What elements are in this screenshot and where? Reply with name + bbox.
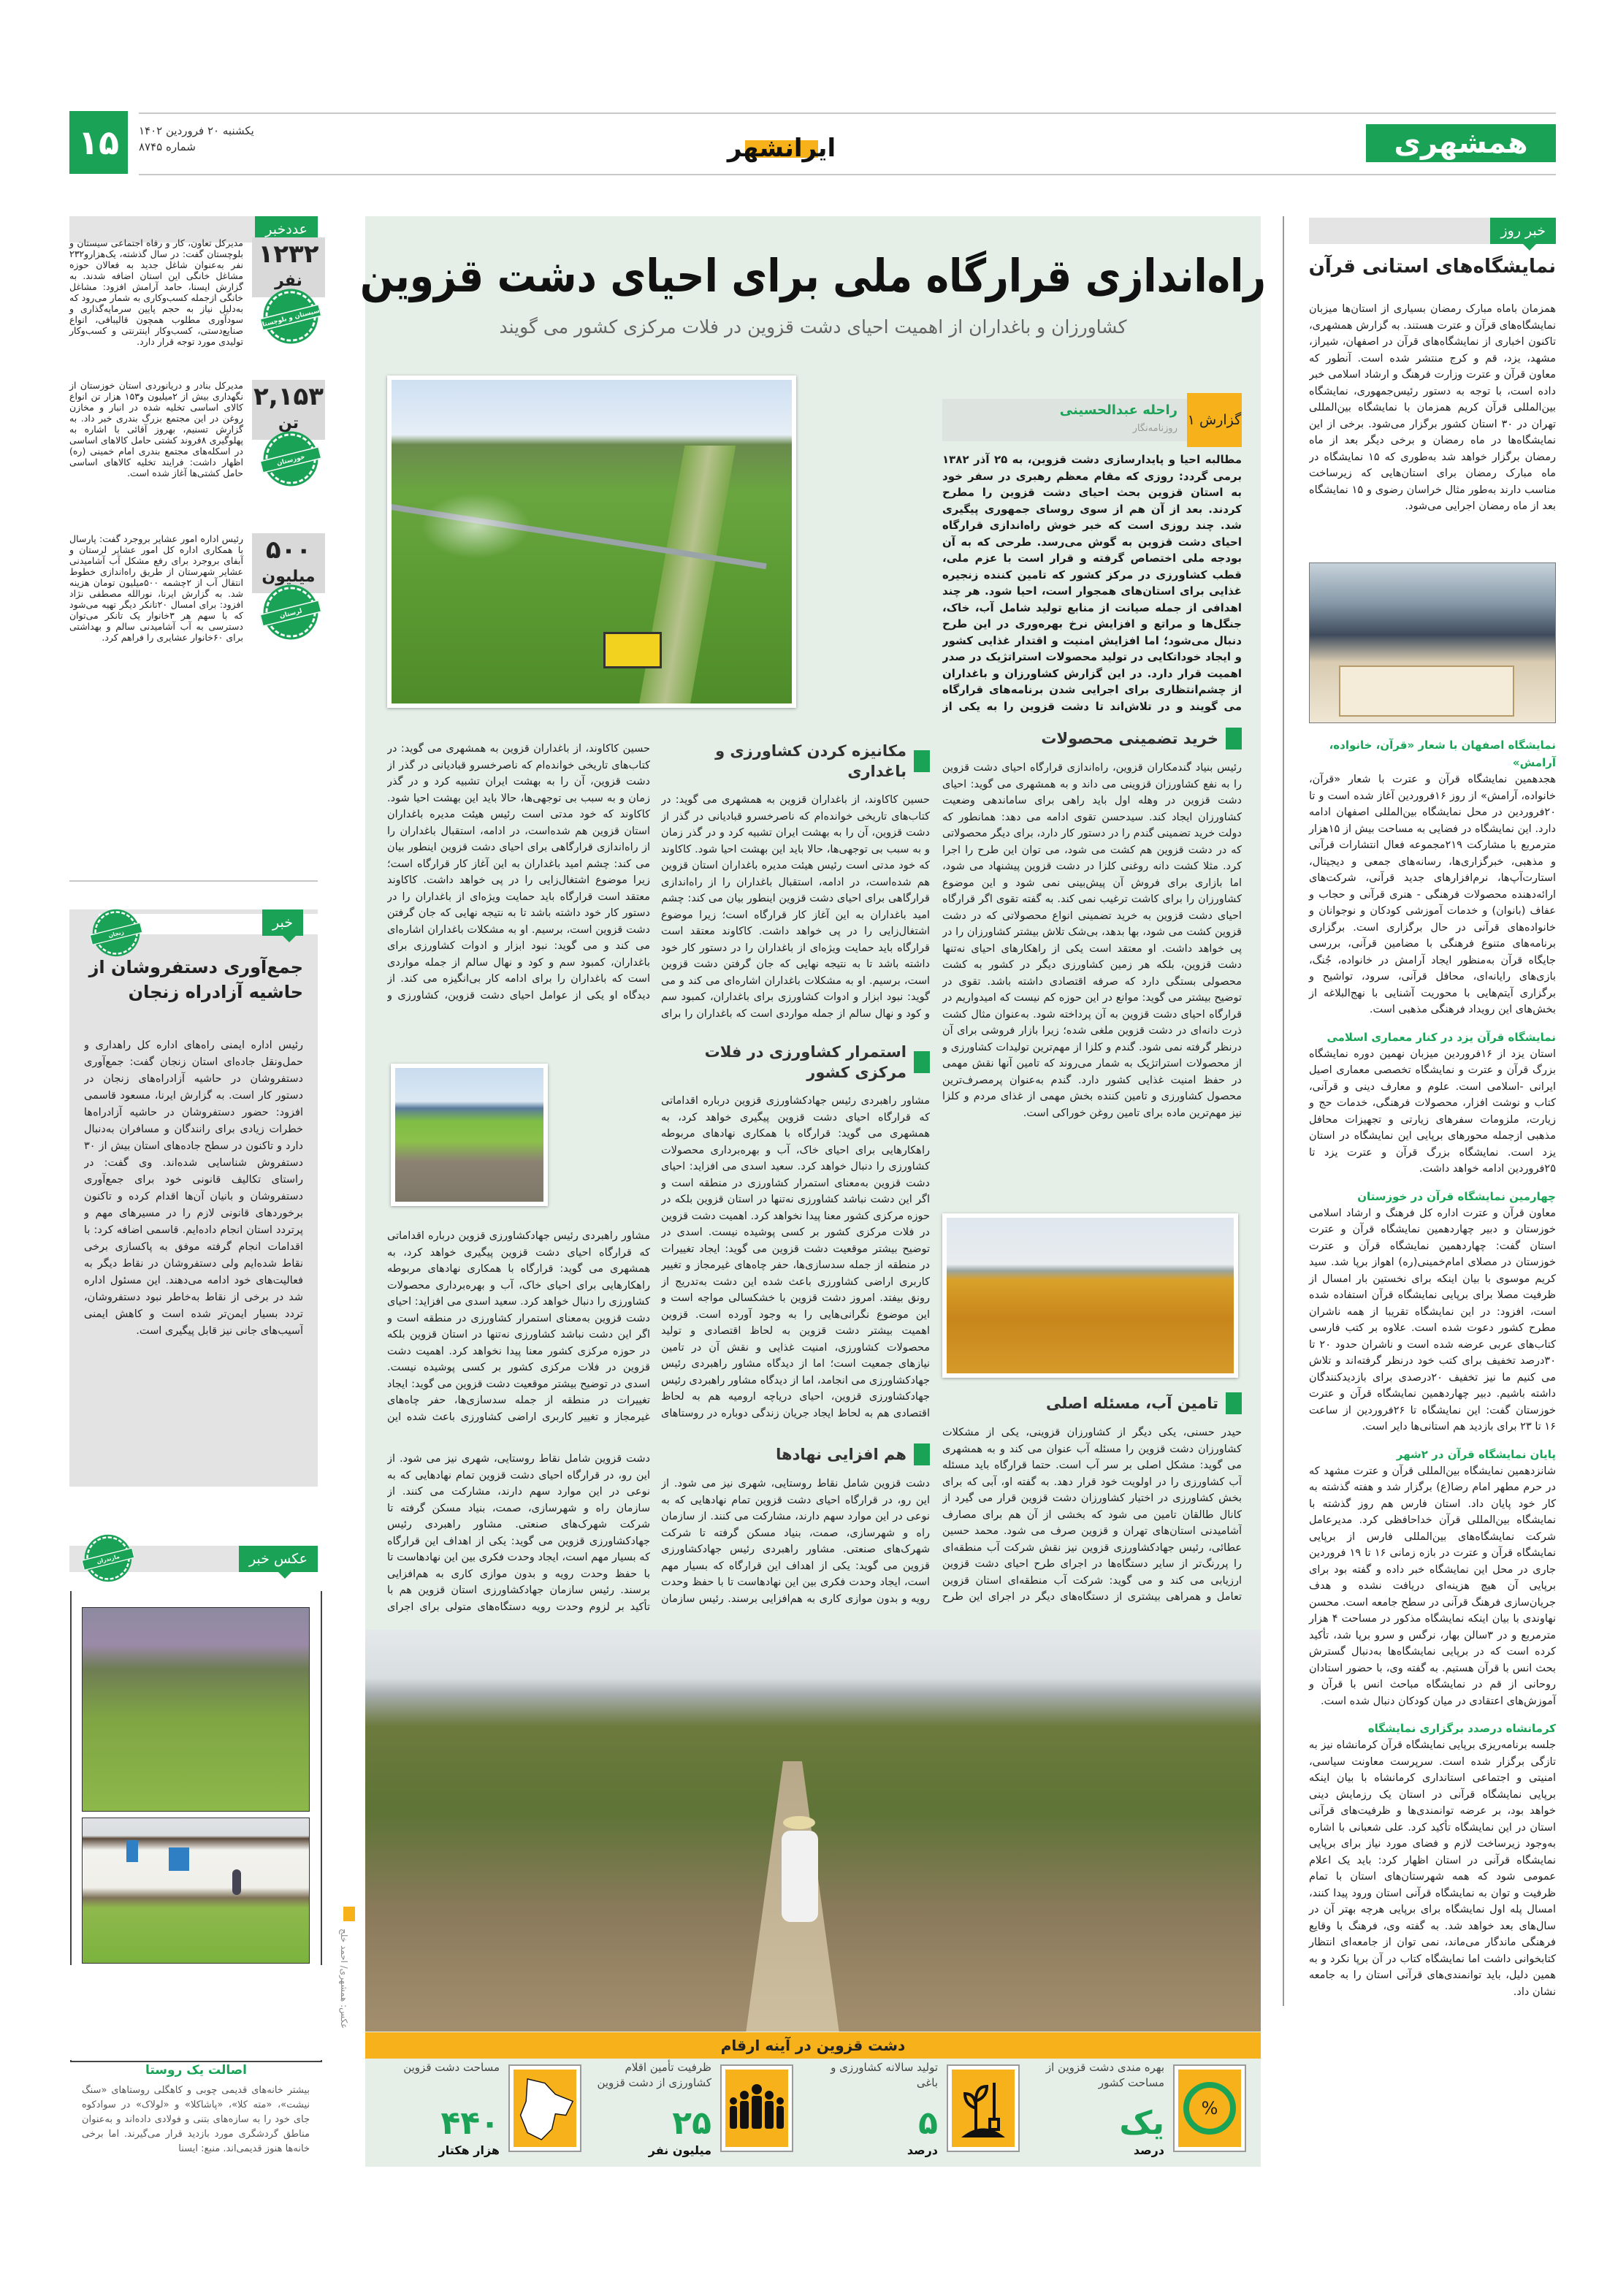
- brief-text: مدیرکل بنادر و دریانوردی استان خوزستان از نگهداری بیش از ۲میلیون و۱۵۳ هزار تن انواع کالای اساسی تخلیه شده در انبار و مخازن روغن در این مجتمع بزرگ بندری خبر داد. به گزارش تسنیم، بهروز آقائی با اشاره به پهلوگیری ۸فروند کشتی حامل کالاهای اساسی در اسکله‌های مجتمع بندری امام خمینی (ره) اظهار داشت: فرایند تخلیه کالاهای اساسی حامل کشتی‌ها آغاز شده است.: [69, 380, 243, 478]
- farmer-hat: [783, 1816, 815, 1829]
- news-section-title: پایان نمایشگاه قرآن در ۲شهر: [1396, 1447, 1556, 1461]
- news-section: [1309, 1720, 1556, 2000]
- province-stamp: سیستان و بلوچستان: [265, 291, 316, 341]
- province-stamp: لرستان: [265, 587, 316, 637]
- news-body: رئیس اداره ایمنی راه‌های اداره کل راهداری و حمل‌ونقل جاده‌ای استان زنجان گفت: جمع‌آوری دستفروشان در حاشیه آزادراه‌های زنجان در دستور کار است. به گزارش ایرنا، مسعود قاسمی افزود: حضور دستفروشان در حاشیه آزادراه‌ها خطرات زیادی برای رانندگان و مسافران به‌دنبال دارد و تاکنون در سطح جاده‌های استان بیش از ۳۰ دستفروش شناسایی شده‌اند. وی گفت: در راستای تکالیف قانونی خود برای جمع‌آوری دستفروشان و بانیان آن‌ها اقدام کرده و تاکنون برخوردهای قانونی لازم را در مسیرهای مهم و پرتردد استان انجام داده‌ایم. قاسمی اضافه کرد: با اقدامات انجام گرفته موفق به پاکسازی برخی نقاط شده‌ایم ولی دستفروشان در نقاط دیگر به فعالیت‌های خود ادامه می‌دهند. این مسئول اداره شد در برخی از نقاط به‌خاطر نبود دستفروشان، تردد بسیار ایمن‌تر شده است و کاهش ایمنی آسیب‌های جانی نیز قابل پیگیری است.: [84, 1040, 303, 1337]
- village-photo-1[interactable]: [82, 1607, 310, 1812]
- open-quran: [1339, 665, 1514, 717]
- news-section-title: نمایشگاه اصفهان با شعار «قرآن، خانواده، آرامش»: [1329, 739, 1556, 769]
- stat-label: بهره مندی دشت قزوین از مساحت کشور: [1045, 2061, 1164, 2089]
- section-synergy: [661, 1443, 930, 1607]
- stat-value: ۲۵: [672, 2105, 711, 2142]
- news-title: جمع‌آوری دستفروشان از حاشیه آزادراه زنجان: [88, 957, 303, 1002]
- section-text-continued: مشاور راهبردی رئیس جهادکشاورزی قزوین درباره اقداماتی که قرارگاه احیای دشت قزوین پیگیری خواهد کرد، به همشهری می گوید: قرارگاه با همکاری نهادهای مربوطه راهکارهایی برای احیای خاک، آب و بهره‌برداری محصولات کشاورزی را دنبال خواهد کرد. سعید اسدی می افزاید: احیای دشت قزوین به‌معنای استمرار کشاورزی در منطقه است و اگر این دشت نباشد کشاورزی نه‌تنها در استان قزوین بلکه در حوزه مرکزی کشور معنا پیدا نخواهد کرد. اهمیت دشت قزوین در فلات مرکزی کشور بر کسی پوشیده نیست. اسدی در توضیح بیشتر موقعیت دشت قزوین می گوید: ایجاد تغییرات در منطقه از جمله سدسازی‌ها، حفر چاه‌های غیرمجاز و تغییر کاربری اراضی کشاورزی باعث شده این: [387, 1230, 650, 1423]
- news-section-text: هجدهمین نمایشگاه قرآن و عترت با شعار «قرآن، خانواده، آرامش» از روز ۱۶فروردین آغاز شده است و تا ۲۰فروردین در محل نمایشگاه بین‌المللی اصفهان ادامه دارد. این نمایشگاه در فضایی به مساحت بیش از ۱۵هزار مترمربع با مشارکت ۲۱۹مجموعه فعال انتشارات قرآنی و مذهبی، خبرگزاری‌ها، رسانه‌های جمعی و دیجیتال، استارت‌آپ‌ها، نرم‌افزارهای جدید قرآنی، شرکت‌های ارائه‌دهنده محصولات فرهنگی - هنری قرآنی و حجاب و عفاف (بانوان) و خدمات آموزشی کودکان و نوجوانان و خانواده‌های قرآنی در حال برگزاری است. برگزاری برنامه‌های متنوع فرهنگی با مضامین قرآنی، بررسی جایگاه قرآن به‌منظور ایجاد آرامش در خانواده، جُنگ، بازی‌های رایانه‌ای، محافل قرآنی، سرود، تواشیح و برگزاری آیتم‌هایی با محوریت آشنایی با نهج‌البلاغه از بخش‌های این رویداد فرهنگی مذهبی است.: [1309, 774, 1556, 1015]
- issue-number: شماره ۸۷۴۵: [139, 140, 196, 153]
- photo-caption-title: اصالت یک روستا: [145, 2063, 248, 2078]
- section-water-supply: [942, 1392, 1242, 1606]
- stat-area-share: [1027, 2059, 1246, 2161]
- news-section: [1309, 736, 1556, 1018]
- byline-box: [942, 399, 1242, 441]
- irrigator-machine: [603, 632, 662, 668]
- plant-shovel-icon: [947, 2064, 1020, 2152]
- credit-marker: [343, 1907, 355, 1921]
- header-top-rule: [139, 112, 1556, 114]
- province-stamp: مازندران: [86, 1536, 130, 1580]
- divider: [69, 880, 318, 882]
- section-title: خرید تضمینی محصولات: [942, 728, 1242, 750]
- section-text: حسین کاکاوند، از باغداران قزوین به همشهری می گوید: در کتاب‌های تاریخی خوانده‌ام که ناصرخسرو قبادیانی در گذر از دشت قزوین، آن را به بهشت ایران تشبیه کرد و در گذر زمان و به سبب بی توجهی‌ها، حالا باید این بهشت احیا شود. کاکاوند که خود مدتی است رئیس هیئت مدیره باغداران استان قزوین هم شده‌است، در ادامه، استقبال باغداران را از راه‌اندازی قرارگاهی برای احیای دشت قزوین اینطور بیان می کند: چشم امید باغداران به این آغاز کار قرارگاه است؛ زیرا موضوع اشتغال‌زایی را در پی خواهد داشت. کاکاوند معتقد است قرارگاه باید حمایت ویژه‌ای از باغداران را در دستور کار خود داشته باشد تا به نتیجه نهایی که جان گرفتن دشت قزوین است، برسیم. او به مشکلات باغداران اشاره‌ای می کند و می گوید: نبود ابزار و ادوات کشاورزی برای باغداران، کمبود سم و کود و نهال سالم از جمله مواردی است که باغداران را برای: [661, 794, 930, 1020]
- section-text-continued: دشت قزوین شامل نقاط روستایی، شهری نیز می شود. از این رو، در قرارگاه احیای دشت قزوین تمام نهادهایی که به نوعی در این موارد سهم دارند، مشارکت می کنند. از سازمان راه و شهرسازی، صمت، بنیاد مسکن گرفته تا شرکت شهرک‌های صنعتی. مشاور راهبردی رئیس جهادکشاورزی قزوین می گوید: یکی از اهداف این قرارگاه که بسیار مهم است، ایجاد وحدت فکری بین این نهادهاست تا با حفظ وحدت رویه و بدون موازی کاری به هم‌افزایی برسند. رئیس سازمان جهادکشاورزی استان قزوین هم با تأکید بر لزوم وحدت رویه دستگاه‌های متولی برای اجرای: [387, 1453, 650, 1613]
- news-section: [1309, 1446, 1556, 1710]
- stat-supply-capacity: [574, 2059, 793, 2161]
- quran-exhibition-photo[interactable]: [1309, 562, 1556, 723]
- stat-unit: درصد: [1133, 2143, 1164, 2157]
- section-title: استمرار کشاورزی در فلات مرکزی کشور: [661, 1042, 930, 1083]
- day-news-title: نمایشگاه‌های استانی قرآن: [1308, 256, 1556, 278]
- window: [169, 1847, 189, 1871]
- percent-ring-icon: %: [1173, 2064, 1246, 2152]
- page-number: ۱۵: [69, 111, 128, 174]
- newspaper-logo[interactable]: همشهری: [1366, 124, 1556, 162]
- main-article: [359, 216, 1267, 2167]
- stat-plain-area: [370, 2059, 581, 2161]
- photo-credit: عکس: همشهری/ احمد خلج: [339, 1929, 349, 2029]
- pistachio-orchard-photo[interactable]: [365, 1630, 1261, 2032]
- brief-number-box: ۵۰۰ میلیون: [252, 533, 325, 593]
- section-guaranteed-purchase: [942, 728, 1242, 1187]
- numbers-tag: عددخبر: [255, 216, 318, 243]
- stat-label: تولید سالانه کشاورزی و باغی: [831, 2061, 938, 2089]
- day-news-intro: همزمان باماه مبارک رمضان بسیاری از استان‌ها میزبان نمایشگاه‌های قرآن و عترت هستند. به گزارش همشهری، تاکنون اخباری از نمایشگاه‌های قرآن در اصفهان، شیراز، مشهد، یزد، قم و کرج منتشر شده است. آنطور که معاون قرآن و عترت وزارت فرهنگ و ارشاد اسلامی خبر داده است، با توجه به دستور رئیس‌جمهوری، نمایشگاه بین‌المللی قرآن کریم همزمان با نمایشگاه بین‌المللی تهران در ۳۰ استان کشور برگزار می‌شود. برخی از این نمایشگاه‌ها در ماه رمضان و برخی دیگر بعد از ماه رمضان برگزار خواهد شد به‌طوری که ۱۵ نمایشگاه در ماه مبارک رمضان برای استان‌هایی که زیرساخت مناسب دارند به‌طور مثال خراسان رضوی و ۱۵ نمایشگاه بعد از ماه رمضان اجرایی می‌شود.: [1309, 303, 1556, 512]
- infographic-stats: [365, 2059, 1261, 2165]
- brief-text: مدیرکل تعاون، کار و رفاه اجتماعی سیستان و بلوچستان گفت: در سال گذشته، یک‌هزارو۲۳۲ نفر به‌عنوان شاغل جدید به فعالان حوزه مشاغل خانگی این استان اضافه شدند. به گزارش ایسنا، حامد آرامش افزود: مشاغل خانگی ازجمله کسب‌وکاری به شمار می‌رود که به‌دلیل نیاز به حجم پایین سرمایه‌گذاری و سودآوری مطلوب همچون قالیبافی، انواع صنایع‌دستی، کسب‌وکار اینترنتی و کسب‌وکار تولیدی مورد توجه قرار دارد.: [69, 237, 243, 347]
- stat-unit: میلیون نفر: [648, 2143, 711, 2157]
- photo-caption: بیشتر خانه‌های قدیمی چوبی و کاهگلی روستاهای «سنگ نیشت»، «مته کلا»، «پاشاکلا» و «لولاک» در سوادکوه جای خود را به سازه‌های بتنی و فولادی داده‌اند و به‌عنوان مناطق گردشگری مورد بازدید قرار می‌گیرند. اما برخی خانه‌ها هنوز قدیمی‌اند. منبع: ایسنا: [82, 2085, 310, 2154]
- stat-annual-production: [801, 2059, 1020, 2161]
- issue-date: یکشنبه ۲۰ فروردین ۱۴۰۲: [139, 124, 254, 137]
- brief-number-box: ۲,۱۵۳ تن: [252, 380, 325, 440]
- headline: راه‌اندازی قرارگاه ملی برای احیای دشت قزوین: [359, 249, 1267, 302]
- author-role: روزنامه‌نگار: [1132, 423, 1177, 434]
- news-section-text: استان یزد از ۱۶فروردین میزبان نهمین دوره نمایشگاه بزرگ قرآن و عترت و نمایشگاه تخصصی معماری اصیل ایرانی -اسلامی است. علوم و معارف دینی و قرآنی، کتاب و نوشت افزار، محصولات فرهنگی، خدمات حج و زیارت، ملزومات سفرهای زیارتی و تجهیزات محافل مذهبی ازجمله محورهای برپایی این نمایشگاه در استان یزد است. نمایشگاه بزرگ قرآن و عترت یزد تا ۲۵فروردین ادامه خواهد داشت.: [1309, 1048, 1556, 1175]
- stat-value: ۵: [918, 2105, 938, 2142]
- news-section: [1309, 1029, 1556, 1178]
- water-spray: [421, 493, 530, 559]
- province-stamp: زنجان: [94, 911, 138, 955]
- news-section: [1309, 1188, 1556, 1435]
- province-map-icon: [508, 2064, 581, 2152]
- section-title: تامین آب، مسئله اصلی: [942, 1392, 1242, 1414]
- news-section-title: کرمانشاه درصدد برگزاری نمایشگاه: [1367, 1722, 1556, 1735]
- stat-value: یک: [1119, 2105, 1164, 2142]
- news-section-text: جلسه برنامه‌ریزی برپایی نمایشگاه قرآن کرمانشاه نیز به تازگی برگزار شده است. سرپرست معاونت سیاسی، امنیتی و اجتماعی استانداری کرمانشاه با بیان اینکه برپایی نمایشگاه قرآنی در استان یک رزمایش دینی خواهد بود، بر عرضه توانمندی‌ها و ظرفیت‌های قرآنی استان در این نمایشگاه تأکید کرد. علی شعبانی با اشاره به‌وجود زیرساخت لازم و فضای مورد نیاز برای برپایی نمایشگاه قرآنی در استان اظهار کرد: باید یک اعلام عمومی شود که همه شهرستان‌های استان با تمام ظرفیت و توان به نمایشگاه قرآنی استان ورود پیدا کنند، امسال پله اول نمایشگاه برای برپایی هرچه بهتر آن در سال‌های بعد خواهد شد. به گفته وی، فرهنگ با وقایع فرهنگی ماندگار می‌ماند، نمی توان از جامعه‌ای انتظار کتابخوانی داشت اما نمایشگاه کتاب در آن برپا نکرد و به همین دلیل، باید توانمندی‌های قرآنی استان را به جامعه نشان داد.: [1309, 1739, 1556, 1998]
- report-label: گزارش ۱: [1187, 393, 1242, 447]
- day-news-tag-bar: [1309, 218, 1556, 244]
- farmer: [782, 1831, 818, 1922]
- news-tag: خبر: [262, 909, 303, 936]
- infographic-title: دشت قزوین در آینه ارقام: [365, 2032, 1261, 2059]
- section-title: ایرانشهر: [727, 134, 836, 163]
- dry-land-photo[interactable]: [391, 1064, 548, 1206]
- stat-label: مساحت دشت قزوین: [403, 2061, 500, 2074]
- section-text-continued: حسین کاکاوند، از باغداران قزوین به همشهری می گوید: در کتاب‌های تاریخی خوانده‌ام که ناصرخسرو قبادیانی در گذر از دشت قزوین، آن را به بهشت ایران تشبیه کرد و در گذر زمان و به سبب بی توجهی‌ها، حالا باید این بهشت احیا شود. کاکاوند که خود مدتی است رئیس هیئت مدیره باغداران استان قزوین هم شده‌است، در ادامه، استقبال باغداران را از راه‌اندازی قرارگاهی برای احیای دشت قزوین اینطور بیان می کند: چشم امید باغداران به این آغاز کار قرارگاه است؛ زیرا موضوع اشتغال‌زایی را در پی خواهد داشت. کاکاوند معتقد است قرارگاه باید حمایت ویژه‌ای از باغداران را در دستور کار خود داشته باشد تا به نتیجه نهایی که جان گرفتن دشت قزوین است، برسیم. او به مشکلات باغداران اشاره‌ای می کند و می گوید: نبود ابزار و ادوات کشاورزی برای باغداران، کمبود سم و کود و نهال سالم از جمله مواردی است که باغداران را برای ادامه کار بی‌انگیزه می کند. از دیدگاه او یکی از عوامل احیای دشت قزوین، کشاورزی و: [387, 743, 650, 1002]
- section-continuity: [661, 1042, 930, 1422]
- stat-value: ۴۴۰: [440, 2105, 500, 2142]
- section-title: هم افزایی نهادها: [661, 1443, 930, 1465]
- people-icon: [720, 2064, 793, 2152]
- stat-unit: درصد: [906, 2143, 938, 2157]
- author-name: راحله عبدالحسینی: [1059, 403, 1177, 418]
- irrigation-photo[interactable]: [387, 375, 796, 708]
- province-stamp: خوزستان: [265, 433, 316, 484]
- window: [126, 1840, 138, 1862]
- column-rule: [1283, 216, 1284, 2006]
- header-bottom-rule: [139, 174, 1556, 175]
- section-title: مکانیزه کردن کشاورزی و باغداری: [661, 741, 930, 782]
- news-section-text: شانزدهمین نمایشگاه بین‌المللی قرآن و عترت مشهد که در حرم مطهر امام رضا(ع) برگزار شد و هفته گذشته به کار خود پایان داد. استان فارس هم روز گذشته با نمایشگاه بین‌المللی قرآن خداحافظی کرد. مدیرعامل شرکت نمایشگاه‌های بین‌المللی فارس از برپایی نمایشگاه قرآن و عترت در بازه زمانی ۱۶ تا ۱۹ فروردین جاری در محل این نمایشگاه خبر داده و گفته بود برای برپایی آن هیچ هزینه‌ای دریافت نشده و هدف جریان‌سازی فرهنگ قرآنی در سطح جامعه است. محسن نهاوندی با بیان اینکه نمایشگاه مذکور در مساحت ۴ هزار مترمربع و در ۳سالن بهار، نرگس و سرو برپا شد، تأکید کرده است که در برپایی نمایشگاه‌ها به‌دنبال گسترش بحث انس با قرآن هستیم. به گفته وی، با حضور استادان روحانی از قم در نمایشگاه مباحث انس با قرآن و آموزش‌های اعتقادی در میان کودکان دنبال شده است.: [1309, 1465, 1557, 1707]
- photo-news-tag: عکس خبر: [239, 1546, 318, 1572]
- person: [232, 1869, 241, 1895]
- wheat-field-photo[interactable]: [942, 1213, 1238, 1378]
- news-section-title: چهارمین نمایشگاه قرآن در خوزستان: [1357, 1189, 1556, 1203]
- article-lead: مطالبه احیا و پایدارسازی دشت قزوین، به ۲۵ آذر ۱۳۸۲ برمی گردد: روزی که مقام معظم رهبری در سفر خود به استان قزوین بحث احیای دشت قزوین را مطرح کردند. بعد از آن هم از سوی روسای جمهوری پیگیری شد. چند روزی است که خبر خوش راه‌اندازی قرارگاه احیای دشت قزوین به گوش می‌رسد. طرحی که به آن بودجه ملی اختصاص گرفته و قرار است با عزم ملی، قطب کشاورزی در مرکز کشور که تامین کننده زنجیره غذایی برای استان‌های همجوار است، احیا شود. هر چند اهدافی از جمله صیانت از منابع تولید شامل آب، خاک، جنگل‌ها و مراتع و افزایش نرخ بهره‌وری در این طرح دنبال می‌شود؛ اما افزایش امنیت و اقتدار غذایی کشور و ایجاد خوداتکایی در تولید محصولات استراتژیک در صدر اهمیت قرار دارد. در این گزارش کشاورزان و باغداران از چشم‌انتظاری برای اجرایی شدن برنامه‌های قرارگاه می گویند و در تلاش‌اند تا دشت قزوین را به یکی از: [942, 453, 1242, 713]
- section-text: رئیس بنیاد گندمکاران قزوین، راه‌اندازی قرارگاه احیای دشت قزوین را به نفع کشاورزان قزوینی می داند و به همشهری می گوید: احیای دشت قزوین در وهله اول باید راهی برای ساماندهی وضعیت کشاورزان ایجاد کند. سیدحسن تقوی ادامه می دهد: همانطور که دولت خرید تضمینی گندم را در دستور کار دارد، برای دیگر محصولاتی که در دشت قزوین هم کشت می شود، می توان این طرح را اجرا کرد. مثلا کشت دانه روغنی کلزا در دشت قزوین پیشنهاد می شود، اما بازاری برای فروش آن پیش‌بینی نمی شود و این موضوع کشاورزان را برای کاشت ترغیب نمی کند. به گفته تقوی اگر قرارگاه احیای دشت قزوین به خرید تضمینی انواع محصولاتی که در دشت قزوین کشت می شود، بها بدهد، بی‌شک تلاش بیشتر کشاورزان را در پی خواهد داشت. او معتقد است یکی از راهکارهای احیای نه‌تنها دشت قزوین، بلکه هر زمین کشاورزی دیگر در کشور به کشت محصولی بستگی دارد که صرفه اقتصادی داشته باشد. تقوی در توضیح بیشتر می گوید: موانع در این حوزه کم نیست که امیدواریم در قرارگاه احیای دشت قزوین به آن پرداخته شود. به‌عنوان مثال کشت ذرت دانه‌ای در دشت قزوین ملغی شده؛ زیرا بازار فروشی برای آن درنظر گرفته نمی شود. گندم و کلزا از مهم‌ترین تولیدات کشاورزی و از محصولات استراتژیک به شمار می‌روند که تامین آنها نقش مهمی در حفظ امنیت غذایی کشور دارد. گندم به‌عنوان پرمصرف‌ترین محصول کشاورزی و تامین کننده بخش مهمی از غذای مردم و کلزا نیز مهم‌ترین ماده برای تامین روغن خوراکی است.: [942, 762, 1242, 1119]
- news-box: [69, 909, 318, 1487]
- news-section-text: معاون قرآن و عترت اداره کل فرهنگ و ارشاد اسلامی خوزستان و دبیر چهاردهمین نمایشگاه قرآن و عترت استان گفت: چهاردهمین نمایشگاه قرآن و عترت خوزستان در مصلای امام‌خمینی(ره) اهواز برپا شد. سید کریم موسوی با بیان اینکه برای نخستین بار امسال از ظرفیت مصلا برای برپایی نمایشگاه قرآن استفاده شده است، افزود: در این نمایشگاه تقریبا از همه ناشران مطرح کشور دعوت شده است. علاوه بر کتب فارسی کتاب‌های عربی عرضه شده است و ناشران حدود ۲۰ تا ۳۰درصد تخفیف برای کتب خود درنظر گرفته‌اند و تلاش می کنیم ما نیز تخفیف ۲۰درصدی برای بازدیدکنندگان داشته باشیم. دبیر چهاردهمین نمایشگاه قرآن و عترت خوزستان گفت: این نمایشگاه تا ۲۶فروردین از ساعت ۱۶ تا ۲۳ برای بازدید هم استانی‌ها دایر است.: [1309, 1207, 1556, 1433]
- village-photo-2[interactable]: [82, 1818, 310, 1964]
- section-text: دشت قزوین شامل نقاط روستایی، شهری نیز می شود. از این رو، در قرارگاه احیای دشت قزوین تمام نهادهایی که به نوعی در این موارد سهم دارند، مشارکت می کنند. از سازمان راه و شهرسازی، صمت، بنیاد مسکن گرفته تا شرکت شهرک‌های صنعتی. مشاور راهبردی رئیس جهادکشاورزی قزوین می گوید: یکی از اهداف این قرارگاه که بسیار مهم است، ایجاد وحدت فکری بین این نهادهاست تا با حفظ وحدت رویه و بدون موازی کاری به هم‌افزایی برسند. رئیس سازمان: [661, 1478, 930, 1605]
- section-text: مشاور راهبردی رئیس جهادکشاورزی قزوین درباره اقداماتی که قرارگاه احیای دشت قزوین پیگیری خواهد کرد، به همشهری می گوید: قرارگاه با همکاری نهادهای مربوطه راهکارهایی برای احیای خاک، آب و بهره‌برداری محصولات کشاورزی را دنبال خواهد کرد. سعید اسدی می افزاید: احیای دشت قزوین به‌معنای استمرار کشاورزی در منطقه است و اگر این دشت نباشد کشاورزی نه‌تنها در استان قزوین بلکه در حوزه مرکزی کشور معنا پیدا نخواهد کرد. اهمیت دشت قزوین در فلات مرکزی کشور بر کسی پوشیده نیست. اسدی در توضیح بیشتر موقعیت دشت قزوین می گوید: ایجاد تغییرات در منطقه از جمله سدسازی‌ها، حفر چاه‌های غیرمجاز و تغییر کاربری اراضی کشاورزی باعث شده این دشت به‌تدریج از رونق بیفتد. امروز دشت قزوین با خشکسالی مواجه است و این موضوع نگرانی‌هایی را به وجود آورده است. قزوین اهمیت بیشتر دشت قزوین به لحاظ اقتصادی و تولید محصولات کشاورزی، امنیت غذایی و نقش آن در تامین نیازهای جمعیت است؛ اما از دیدگاه مشاور راهبردی رئیس جهادکشاورزی می انجامد، اما از دیدگاه مشاور راهبردی رئیس جهادکشاورزی قزوین، احیای دریاچه ارومیه هم به لحاظ اقتصادی هم به لحاظ ایجاد جریان زندگی دوباره در روستاهای: [661, 1095, 930, 1419]
- brief-number-box: ۱۲۳۲ نفر: [252, 237, 325, 297]
- section-text: حیدر حسنی، یکی دیگر از کشاورزان قزوینی، یکی از مشکلات کشاورزان دشت قزوین را مسئله آب عنوان می کند و به همشهری می گوید: مشکل اصلی بر سر آب است. حتما قرارگاه باید مسئله آب کشاورزی را در اولویت خود قرار دهد. به گفته او، آبی که برای بخش کشاورزی در اختیار کشاورزان دشت قزوین قرار می گیرد از کانال طالقان تامین می شود که بخشی از آن هم برای مصارف آشامیدنی استان‌های تهران و قزوین صرف می شود. محمد حسین عطائی، رئیس جهادکشاورزی قزوین نیز نقش شرکت آب منطقه‌ای را پررنگ‌تر از سایر دستگاه‌ها در اجرای طرح احیای دشت قزوین ارزیابی می کند و می گوید: شرکت آب منطقه‌ای استان قزوین تعامل و همراهی بیشتری از دستگاه‌های دیگر در اجرای این طرح: [942, 1427, 1242, 1603]
- day-news-sections: [1309, 736, 1556, 2000]
- stat-label: ظرفیت تأمین اقلام کشاورزی از دشت قزوین: [597, 2061, 711, 2089]
- photo-frame-mask: [70, 1965, 322, 2060]
- news-section-title: نمایشگاه قرآن یزد در کنار معماری اسلامی: [1327, 1030, 1556, 1044]
- stat-unit: هزار هکتار: [438, 2143, 500, 2157]
- subheadline: کشاورزان و باغداران از اهمیت احیای دشت قزوین در فلات مرکزی کشور می گویند: [499, 316, 1127, 337]
- day-news-tag: خبر روز: [1490, 218, 1556, 244]
- brief-text: رئیس اداره امور عشایر بروجرد گفت: پارسال با همکاری اداره کل امور عشایر لرستان و آبفای بروجرد برای رفع مشکل آب آشامیدنی عشایر شهرستان از طریق راه‌اندازی خطوط انتقال آب از ۲چشمه ۵۰۰میلیون تومان هزینه شد. به گزارش ایرنا، نورالله مصطفی نژاد افزود: برای امسال ۲۰تانکر دیگر تهیه می‌شود که با سهم هر ۳خانوار یک تانکر می‌توان دسترسی به آب آشامیدنی سالم و بهداشتی برای ۶۰خانوار عشایری را فراهم کرد.: [69, 533, 244, 643]
- issue-info: [139, 123, 285, 155]
- section-mechanization: [661, 741, 930, 1022]
